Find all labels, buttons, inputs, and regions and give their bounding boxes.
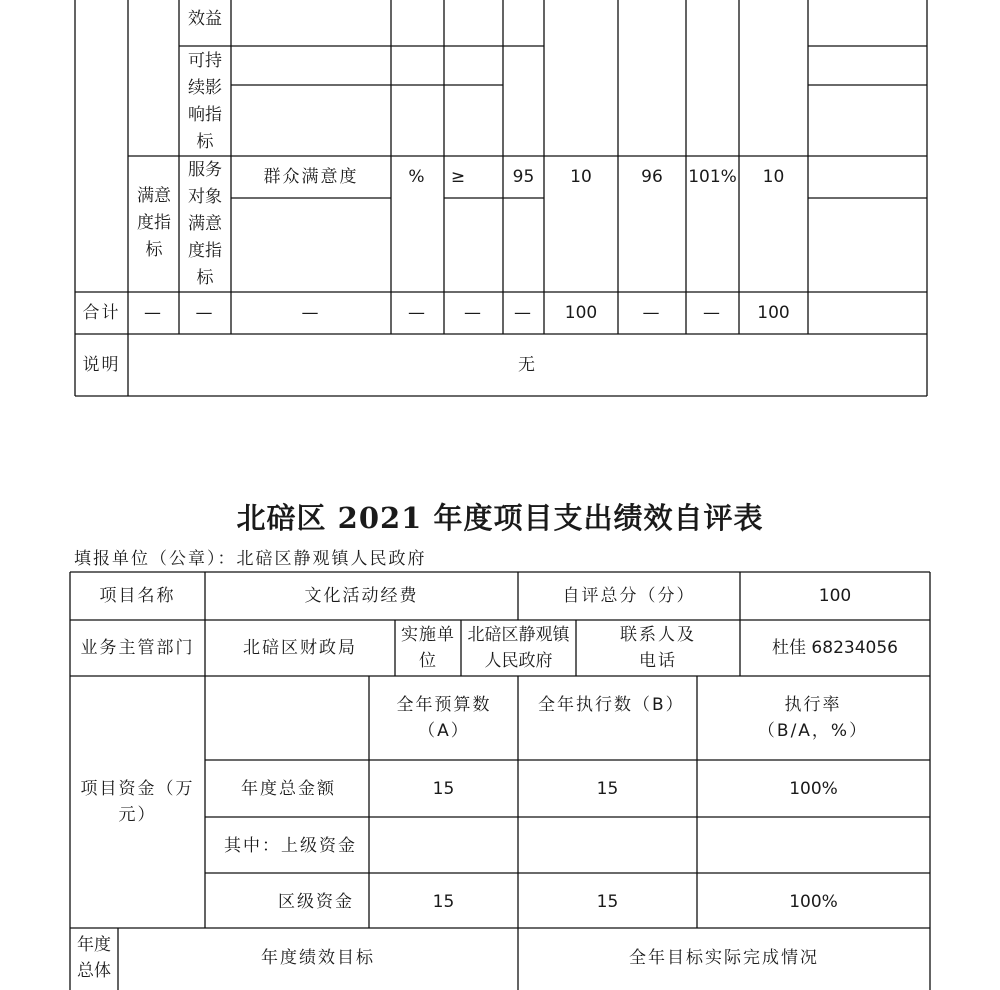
self-score: 100	[818, 586, 852, 606]
year-total-label: 年度总体	[77, 935, 111, 981]
impl-label: 实施单位	[401, 625, 455, 671]
note-value: 无	[518, 355, 537, 375]
total-dash: —	[144, 303, 163, 323]
row-district-rate: 100%	[789, 892, 838, 912]
project-name: 文化活动经费	[304, 586, 419, 606]
row-district-label: 区级资金	[278, 892, 354, 912]
total-score: 100	[757, 303, 790, 323]
satisfaction-op: ≥	[450, 167, 468, 187]
total-dash: —	[301, 303, 321, 323]
total-dash: —	[408, 303, 427, 323]
satisfaction-name: 群众满意度	[263, 167, 359, 187]
impl-unit: 北碚区静观镇人民政府	[467, 625, 570, 671]
row-total-rate: 100%	[789, 779, 838, 799]
goal-label: 年度绩效目标	[261, 948, 375, 968]
col-budget: 全年预算数（A）	[396, 695, 492, 741]
dept: 北碚区财政局	[243, 638, 357, 658]
total-dash: —	[195, 303, 215, 323]
filler-unit: 填报单位（公章）：北碚区静观镇人民政府	[74, 549, 427, 569]
total-label: 合计	[82, 303, 121, 323]
satisfaction-actual: 96	[641, 167, 663, 187]
col-exec: 全年执行数（B）	[538, 695, 685, 715]
total-dash: —	[642, 303, 662, 323]
note-label: 说明	[82, 355, 121, 375]
row-upper-label: 其中：上级资金	[224, 836, 357, 856]
level3-service: 服务对象满意度指标	[188, 160, 222, 288]
funds-label: 项目资金（万元）	[80, 779, 195, 825]
satisfaction-score: 10	[762, 167, 785, 187]
row-district-exec: 15	[596, 892, 619, 912]
satisfaction-unit: %	[408, 167, 427, 187]
row-total-label: 年度总金额	[241, 779, 336, 799]
self-score-label: 自评总分（分）	[562, 586, 696, 606]
completion-label: 全年目标实际完成情况	[629, 948, 819, 968]
row-total-exec: 15	[596, 779, 619, 799]
dept-label: 业务主管部门	[80, 638, 195, 658]
total-dash: —	[464, 303, 483, 323]
indicator-sustain: 可持续影响指标	[188, 51, 222, 152]
satisfaction-rate: 101%	[688, 167, 737, 187]
row-district-budget: 15	[432, 892, 455, 912]
total-dash: —	[514, 303, 533, 323]
total-dash: —	[703, 303, 722, 323]
satisfaction-target: 95	[512, 167, 535, 187]
total-weight: 100	[564, 303, 598, 323]
form-title: 北碚区 2021 年度项目支出绩效自评表	[236, 501, 764, 535]
contact: 杜佳 68234056	[772, 638, 898, 658]
contact-label: 联系人及电话	[620, 625, 696, 671]
satisfaction-weight: 10	[570, 167, 592, 187]
level2-satisfaction: 满意度指标	[137, 186, 171, 260]
indicator-benefit-fragment: 效益	[188, 9, 222, 29]
project-name-label: 项目名称	[99, 586, 176, 606]
row-total-budget: 15	[432, 779, 455, 799]
col-rate: 执行率（B/A，%）	[757, 695, 869, 741]
